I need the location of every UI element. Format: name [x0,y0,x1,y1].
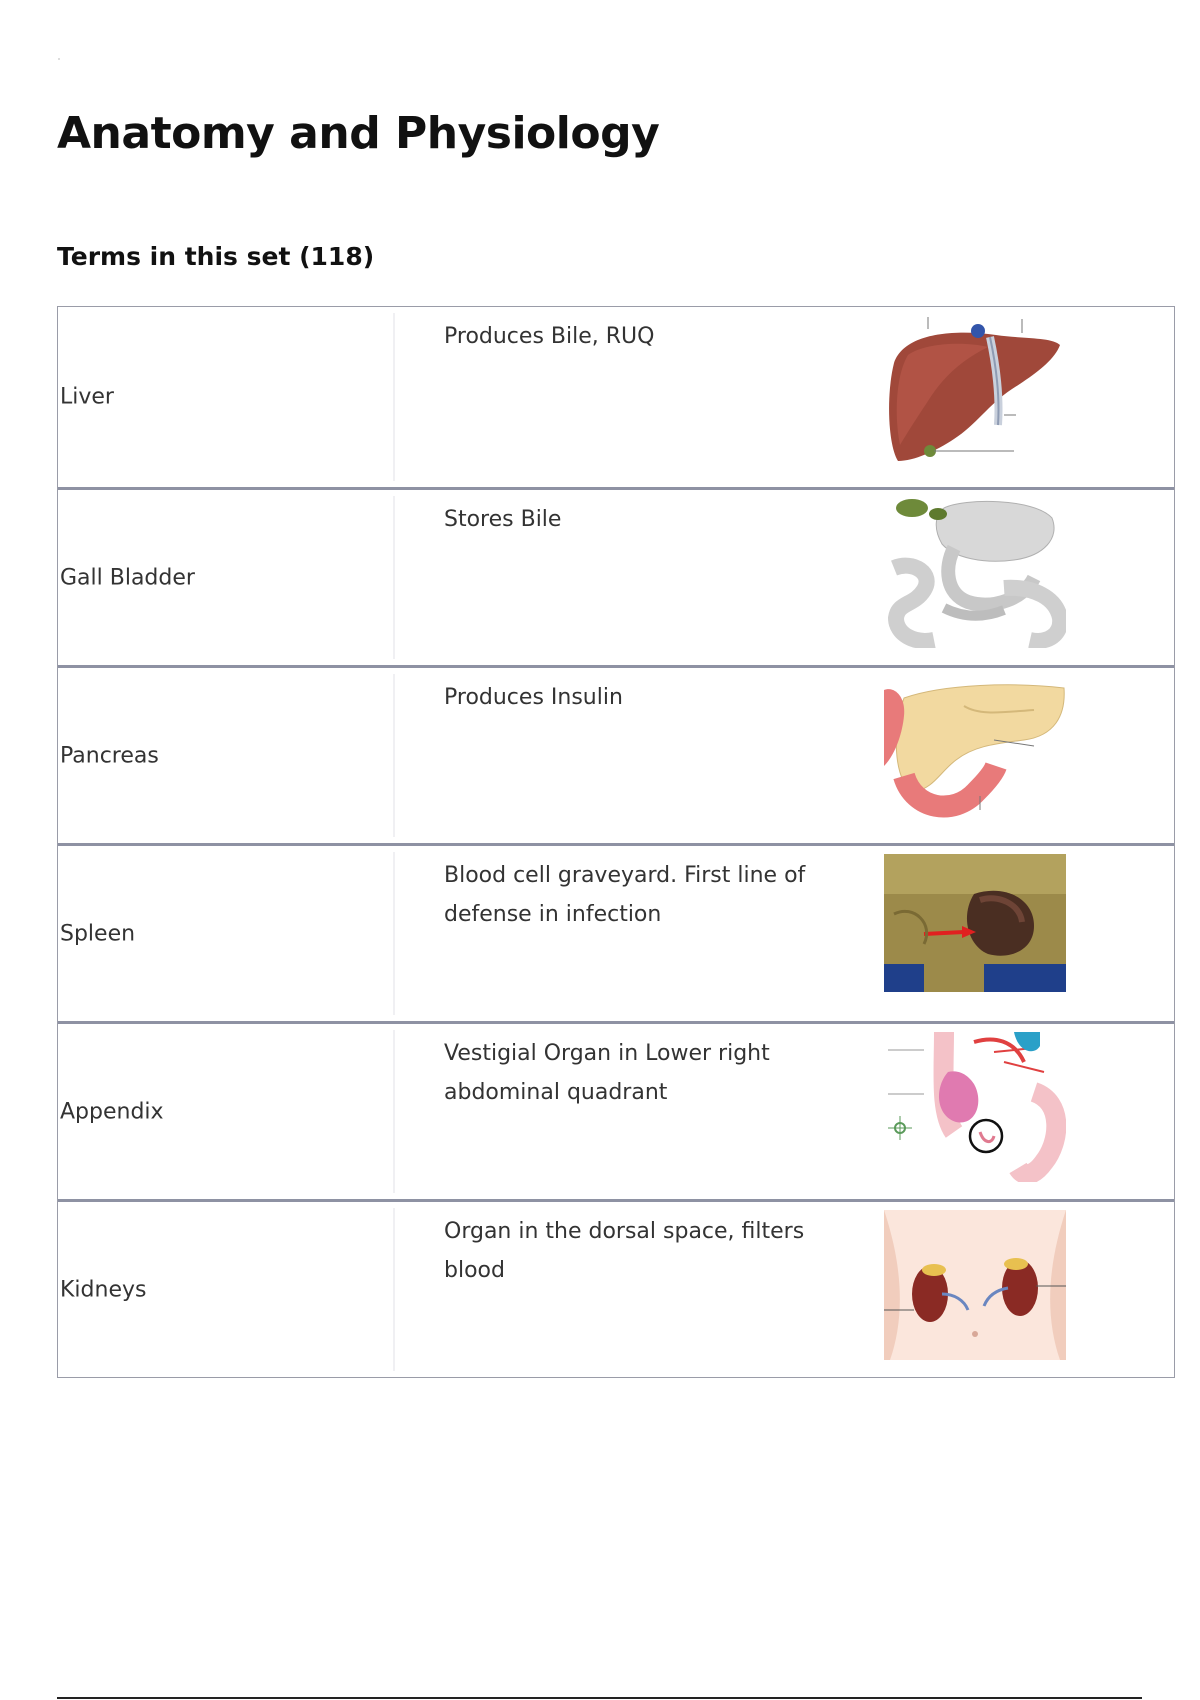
term-cell: Appendix [60,1099,164,1124]
spleen-image [884,854,1066,1004]
gall-bladder-image [884,498,1066,648]
terms-table [57,306,1175,1378]
column-divider [393,496,395,659]
appendix-image [884,1032,1066,1182]
term-cell: Liver [60,384,114,410]
definition-cell: Stores Bile [444,507,562,532]
footer-rule [57,1697,1142,1699]
definition-cell: Vestigial Organ in Lower right abdominal quadrant [444,1041,770,1105]
table-row [58,665,1174,843]
column-divider [393,852,395,1015]
table-row [58,843,1174,1021]
column-divider [393,1208,395,1371]
table-row [58,1021,1174,1199]
table-row [58,1199,1174,1377]
definition-cell: Blood cell graveyard. First line of defense in infection [444,863,806,927]
set-heading: Terms in this set (118) [57,242,375,271]
definition-cell: Organ in the dorsal space, filters blood [444,1219,805,1283]
kidneys-image [884,1210,1066,1360]
term-cell: Pancreas [60,743,159,768]
term-cell: Kidneys [60,1277,147,1302]
definition-cell: Produces Bile, RUQ [444,324,655,349]
column-divider [393,1030,395,1193]
liver-image [884,315,1066,465]
definition-cell: Produces Insulin [444,685,623,710]
term-cell: Spleen [60,921,136,946]
corner-mark [58,58,60,60]
table-row [58,307,1174,487]
column-divider [393,313,395,481]
column-divider [393,674,395,837]
page-title: Anatomy and Physiology [57,108,660,159]
term-cell: Gall Bladder [60,565,195,590]
table-row [58,487,1174,665]
pancreas-image [884,676,1066,826]
